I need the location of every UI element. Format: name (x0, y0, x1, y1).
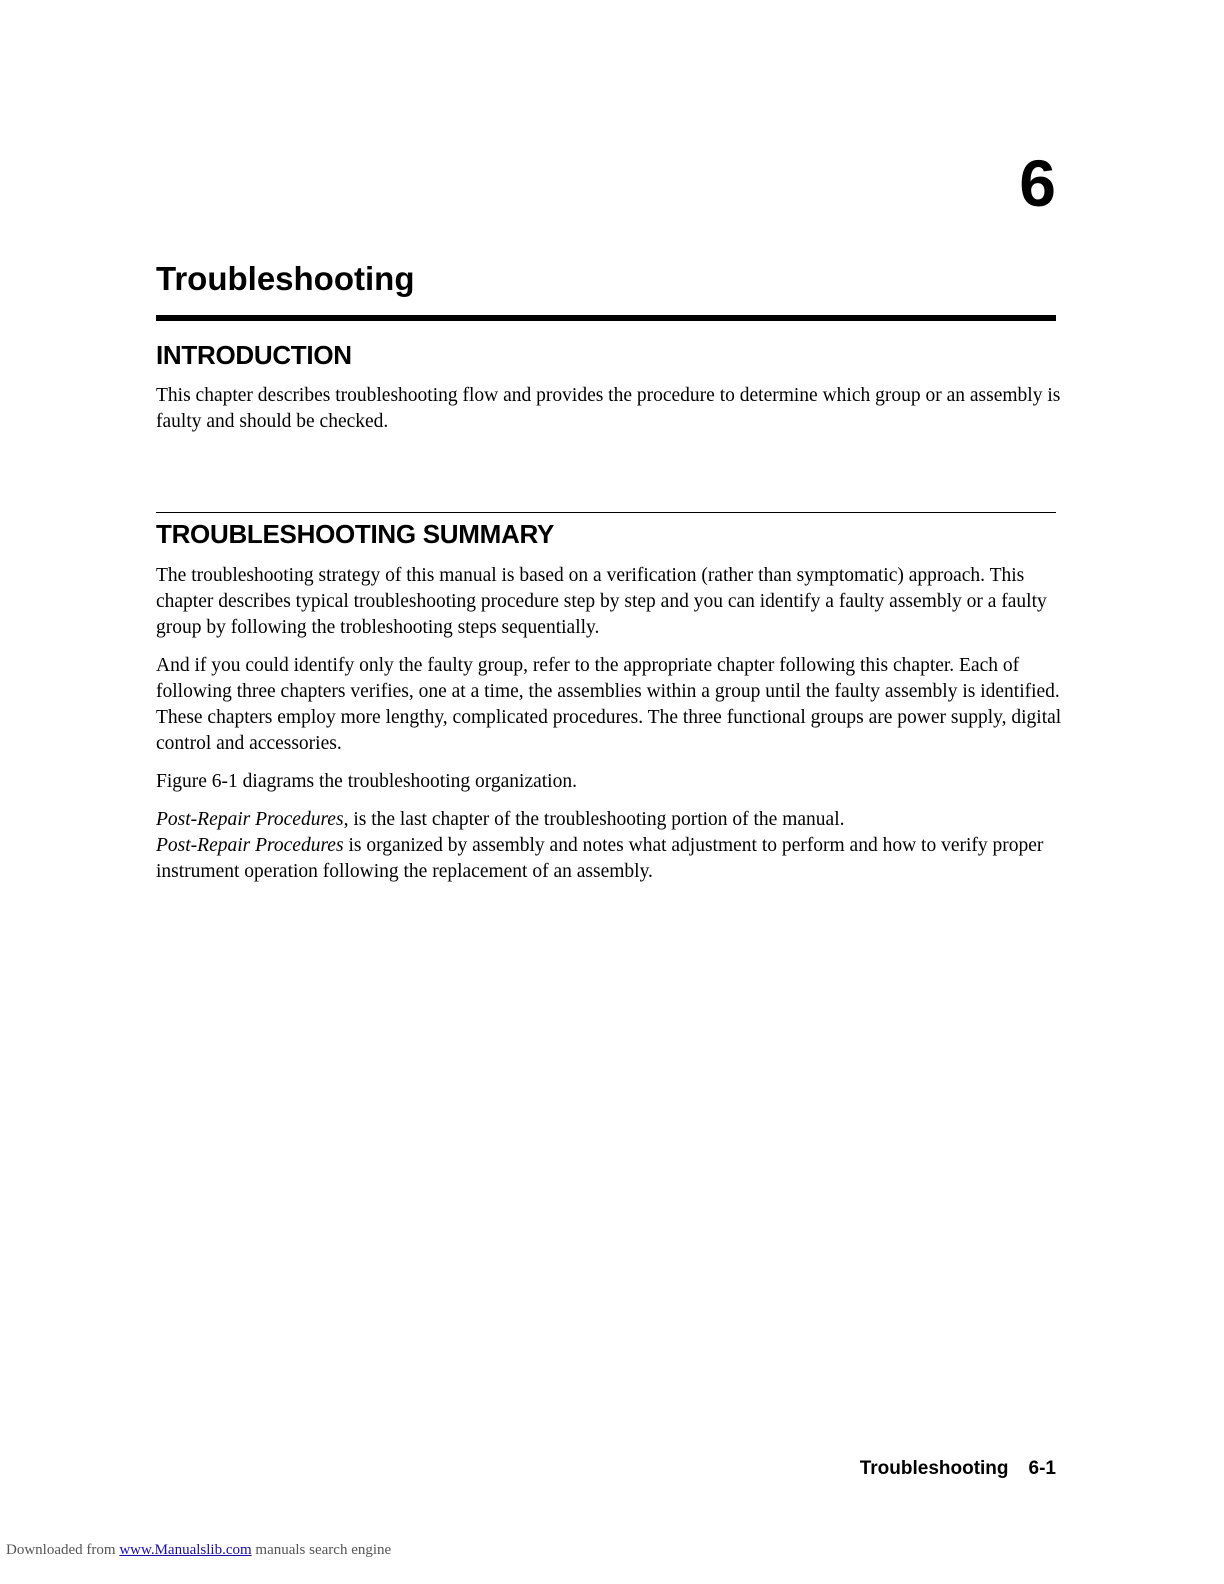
summary-paragraph-1: The troubleshooting strategy of this manual is based on a verification (rather than symptomatic) approach. This chapter describes typical troubleshooting procedure step by step and you can identify a faulty assembly or a faulty group by following the trobleshooting steps sequentially. (156, 565, 1047, 638)
post-repair-title-2: Post-Repair Procedures (156, 835, 344, 856)
summary-heading: TROUBLESHOOTING SUMMARY (156, 519, 555, 549)
page-footer (860, 1459, 1056, 1478)
summary-body (156, 563, 1066, 897)
chapter-number: 6 (1019, 146, 1056, 220)
summary-paragraph-3: Figure 6-1 diagrams the troubleshooting organization. (156, 771, 577, 792)
post-repair-title-1: Post-Repair Procedures (156, 809, 344, 830)
download-prefix: Downloaded from (6, 1542, 120, 1558)
footer-section: Troubleshooting (859, 1458, 1009, 1479)
post-repair-text-2: is organized by assembly and notes what adjustment to perform and how to verify proper instrument operation following the replacement of an assembly. (156, 835, 1044, 882)
manualslib-link[interactable]: www.Manualslib.com (119, 1542, 252, 1558)
download-suffix: manuals search engine (251, 1542, 392, 1558)
footer-page-number: 6-1 (1028, 1458, 1056, 1479)
section-divider (156, 512, 1056, 513)
download-note (6, 1542, 391, 1559)
introduction-heading: INTRODUCTION (156, 340, 352, 370)
summary-paragraph-2: And if you could identify only the faulty group, refer to the appropriate chapter following this chapter. Each of following three chapters verifies, one at a time, the assemblies within a group until the faulty assembly is identified. These chapters employ more lengthy, complicated procedures. The three functional groups are power supply, digital control and accessories. (156, 655, 1062, 754)
summary-paragraph-4 (156, 807, 1066, 885)
introduction-body (156, 383, 1066, 447)
introduction-paragraph: This chapter describes troubleshooting flow and provides the procedure to determine which group or an assembly is faulty and should be checked. (156, 385, 1061, 432)
post-repair-text-1: , is the last chapter of the troubleshooting portion of the manual. (343, 809, 845, 830)
chapter-title-rule (156, 315, 1056, 321)
chapter-title: Troubleshooting (156, 260, 415, 297)
